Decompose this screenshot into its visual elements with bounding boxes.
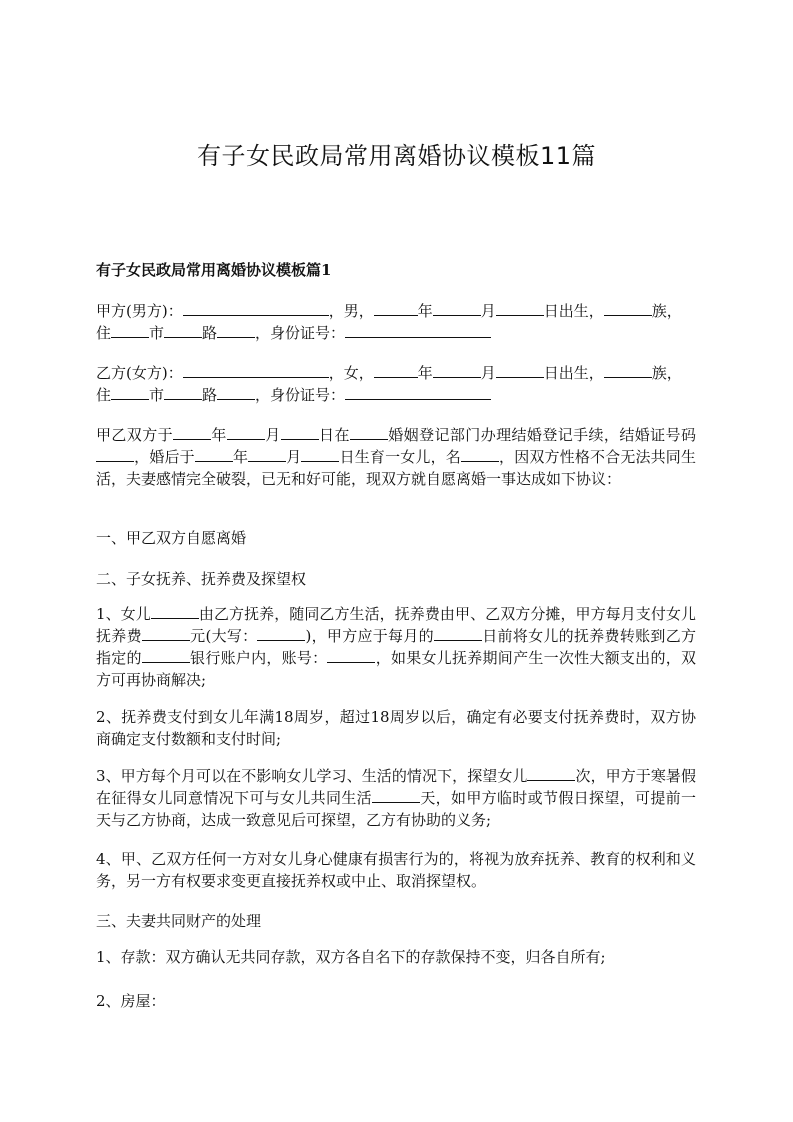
blank <box>151 604 199 619</box>
blank <box>164 385 202 400</box>
name-blank <box>183 301 329 316</box>
blank <box>281 425 319 440</box>
section-2: 二、子女抚养、抚养费及探望权 <box>96 570 307 588</box>
blank <box>433 363 481 378</box>
blank <box>372 788 420 803</box>
blank <box>604 363 652 378</box>
blank <box>227 425 265 440</box>
blank <box>461 447 499 462</box>
blank <box>195 447 233 462</box>
blank <box>527 766 575 781</box>
blank <box>350 425 388 440</box>
blank <box>257 626 305 641</box>
property-2: 2、房屋： <box>96 992 166 1010</box>
blank <box>96 447 134 462</box>
blank <box>217 323 255 338</box>
blank <box>604 301 652 316</box>
section-heading: 有子女民政局常用离婚协议模板篇1 <box>96 261 332 279</box>
id-blank <box>345 323 491 338</box>
blank <box>374 301 418 316</box>
clause-2: 2、抚养费支付到女儿年满18周岁，超过18周岁以后，确定有必要支付抚养费时，双方协商确定支付数额和支付时间; <box>96 708 696 748</box>
section-1: 一、甲乙双方自愿离婚 <box>96 529 247 547</box>
party-a-info: 甲方(男方)： ，男， 年 月 日出生， 族， 住 市 路 ，身份证号： <box>96 302 682 342</box>
blank <box>217 385 255 400</box>
clause-4: 4、甲、乙双方任何一方对女儿身心健康有损害行为的，将视为放弃抚养、教育的权利和义务，另一方有权要求变更直接抚养权或中止、取消探望权。 <box>96 850 696 890</box>
blank <box>374 363 418 378</box>
id-blank <box>345 385 491 400</box>
intro-paragraph: 甲乙双方于 年 月 日在 婚姻登记部门办理结婚登记手续，结婚证号码，婚后于 年 月 日生育一女儿，名 ，因双方性格不合无法共同生活，夫妻感情完全破裂，已无和好可能，现双方就自愿离婚一事达成如下协议： <box>96 426 696 488</box>
blank <box>248 447 286 462</box>
blank <box>496 363 544 378</box>
section-3: 三、夫妻共同财产的处理 <box>96 912 262 930</box>
blank <box>434 626 482 641</box>
blank <box>496 301 544 316</box>
blank <box>433 301 481 316</box>
blank <box>111 385 149 400</box>
blank <box>142 626 190 641</box>
blank <box>327 648 375 663</box>
clause-3: 3、甲方每个月可以在不影响女儿学习、生活的情况下，探望女儿 次，甲方于寒暑假在征得女儿同意情况下可与女儿共同生活 天，如甲方临时或节假日探望，可提前一天与乙方协商，达成一致意见后可探望，乙方有协助的义务; <box>96 767 696 829</box>
blank <box>301 447 339 462</box>
clause-1: 1、女儿 由乙方抚养，随同乙方生活，抚养费由甲、乙双方分摊，甲方每月支付女儿抚养费 元(大写： )，甲方应于每月的 日前将女儿的抚养费转账到乙方指定的 银行账户内，账号： ，如果女儿抚养期间产生一次性大额支出的，双方可再协商解决; <box>96 605 696 689</box>
document-title: 有子女民政局常用离婚协议模板11篇 <box>196 142 597 170</box>
blank <box>142 648 190 663</box>
blank <box>111 323 149 338</box>
blank <box>164 323 202 338</box>
name-blank <box>183 363 329 378</box>
property-1: 1、存款：双方确认无共同存款，双方各自名下的存款保持不变，归各自所有; <box>96 948 606 966</box>
blank <box>173 425 211 440</box>
party-b-info: 乙方(女方)： ，女， 年 月 日出生， 族， 住 市 路 ，身份证号： <box>96 364 682 404</box>
